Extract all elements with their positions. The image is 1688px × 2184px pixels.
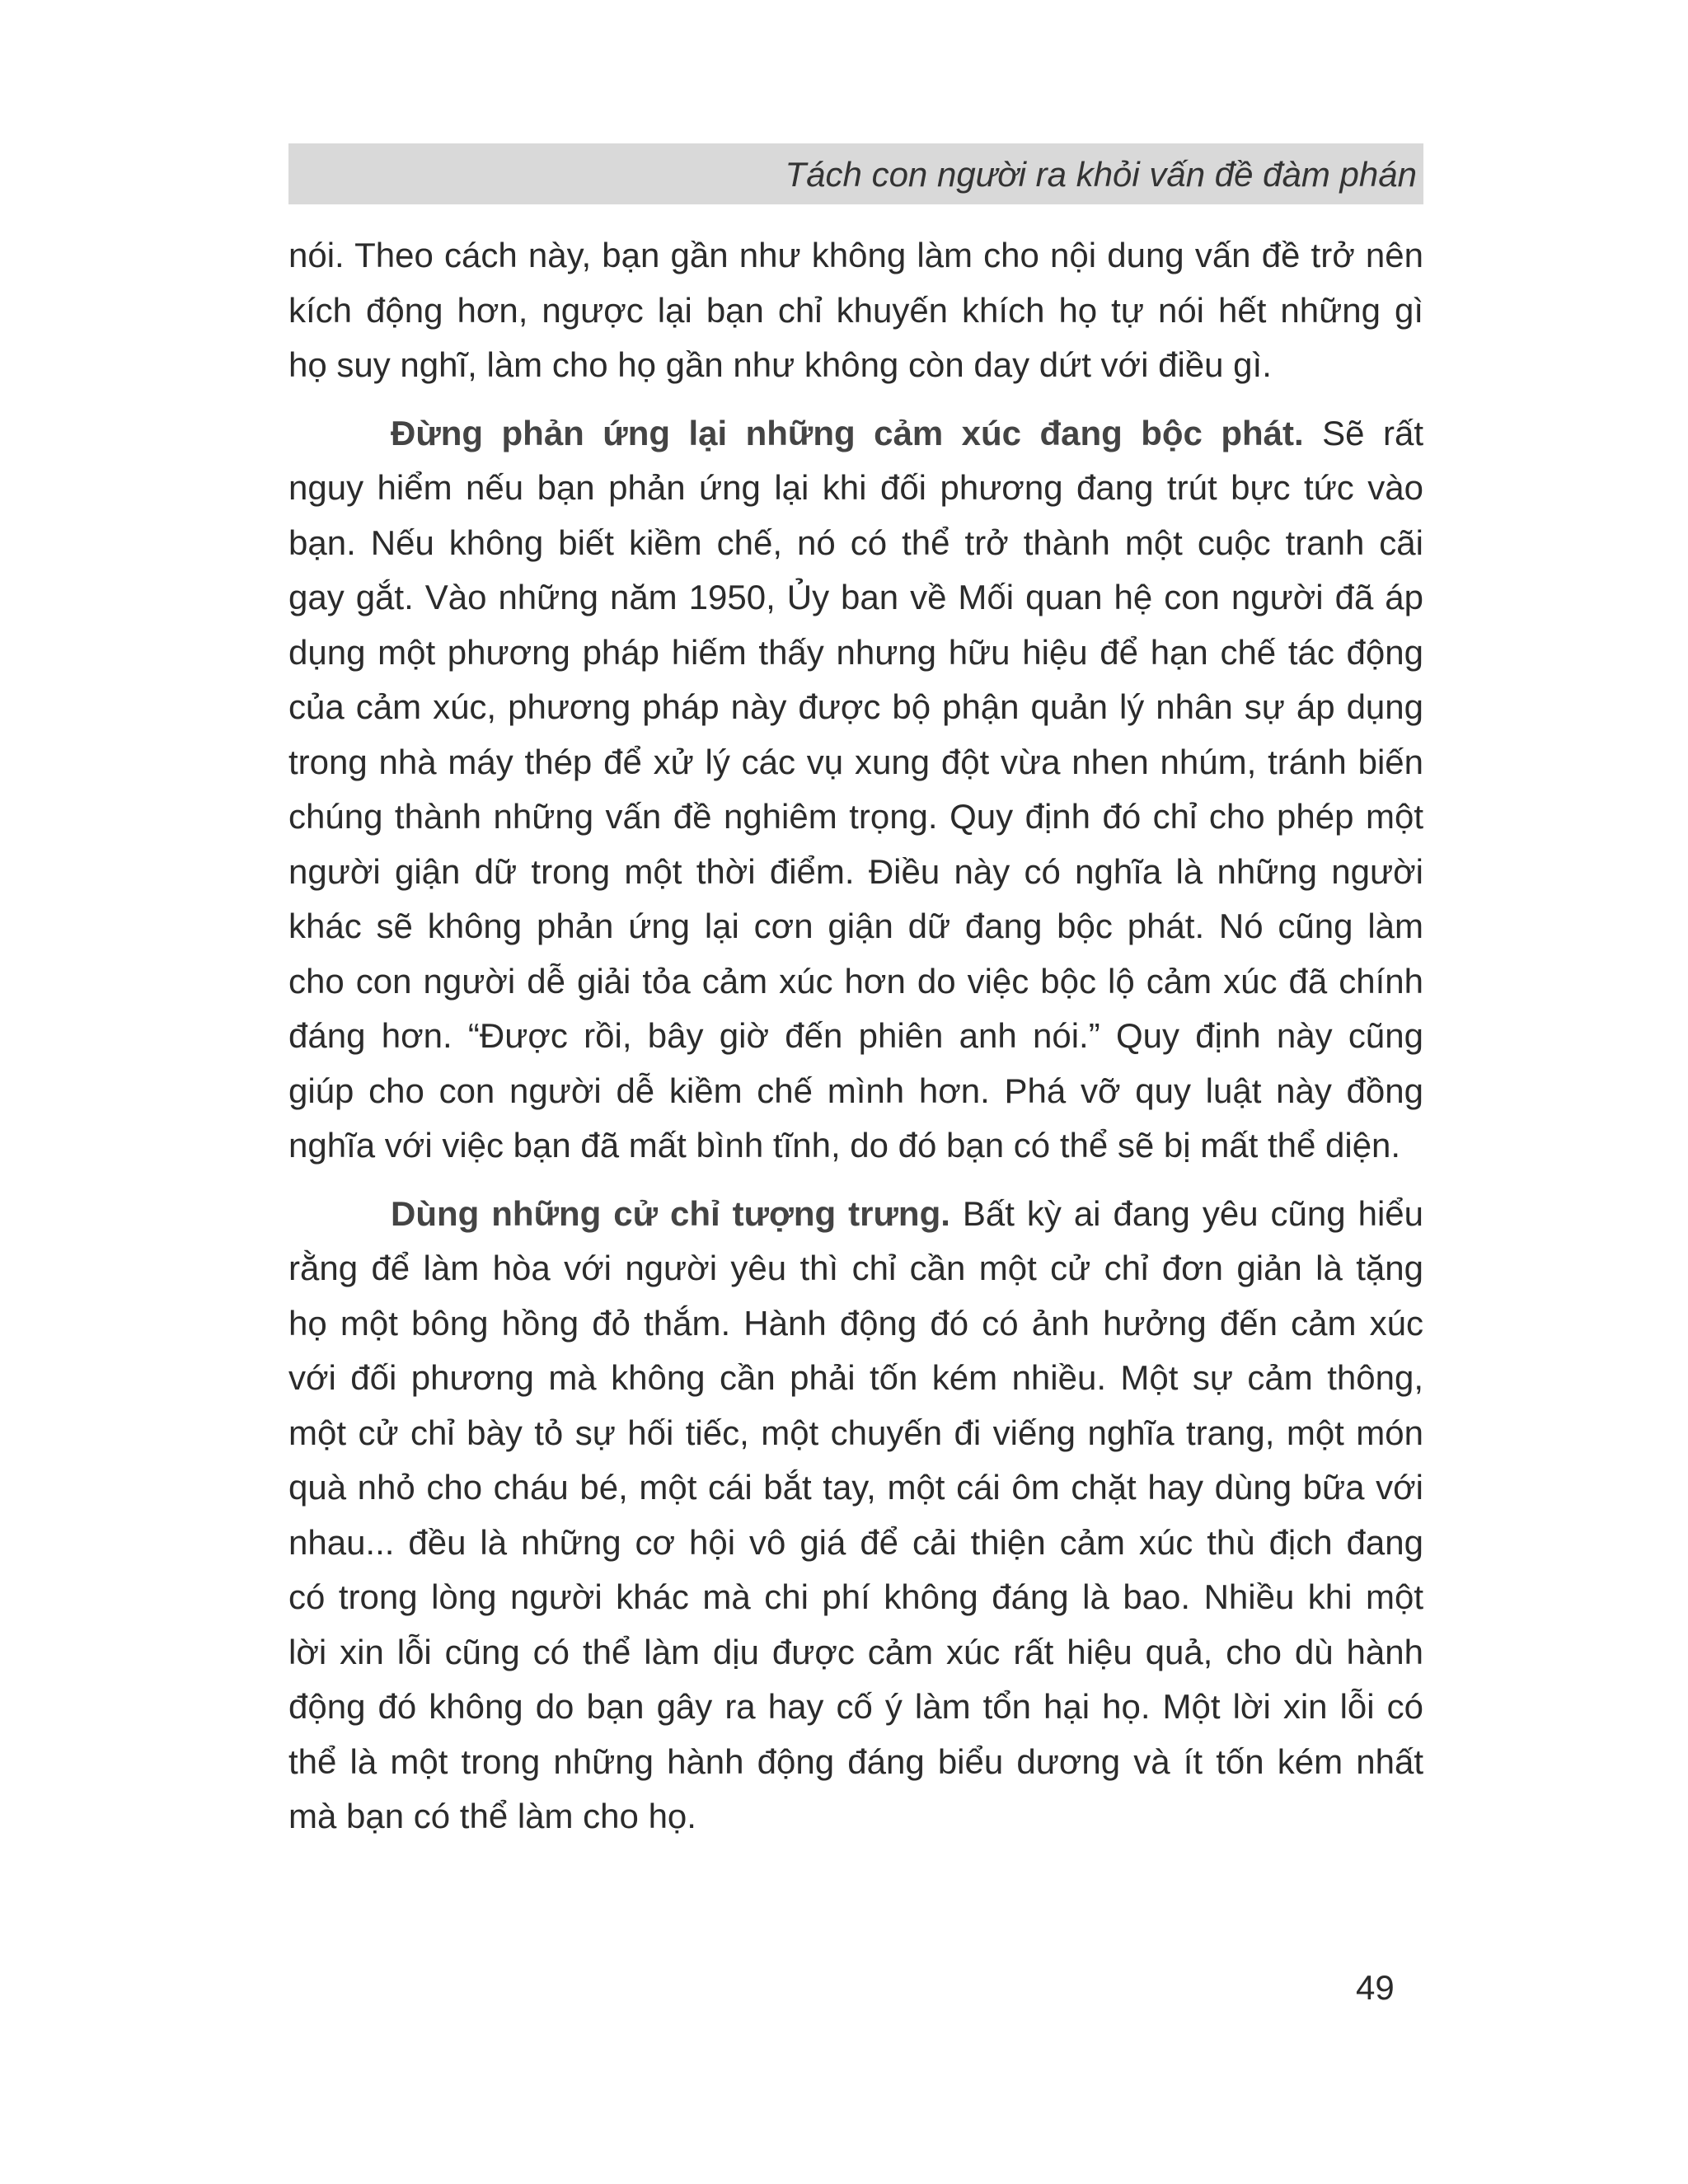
running-header-title: Tách con người ra khỏi vấn đề đàm phán [785, 155, 1417, 194]
text-line: kích động hơn, ngược lại bạn chỉ khuyến khích họ tự nói hết những gì [288, 290, 1423, 330]
paragraph-symbolic-gestures [288, 1187, 1423, 1844]
text-line: khác sẽ không phản ứng lại cơn giận dữ đang bộc phát. Nó cũng làm [288, 907, 1423, 945]
text-line: nguy hiểm nếu bạn phản ứng lại khi đối phương đang trút bực tức vào [288, 468, 1423, 507]
paragraph-lead-heading: Đừng phản ứng lại những cảm xúc đang bộc phát. [391, 413, 1304, 452]
paragraph-lead-rest: Sẽ rất [1303, 413, 1423, 452]
text-line-first [288, 406, 1423, 462]
paragraph-lead-heading: Dùng những cử chỉ tượng trưng. [391, 1193, 950, 1233]
text-line: đáng hơn. “Được rồi, bây giờ đến phiên anh nói.” Quy định này cũng [288, 1016, 1423, 1055]
running-header [288, 143, 1423, 204]
text-line: có trong lòng người khác mà chi phí không đáng là bao. Nhiều khi một [288, 1577, 1423, 1616]
text-line: thể là một trong những hành động đáng biểu dương và ít tốn kém nhất [288, 1741, 1423, 1781]
text-line: một cử chỉ bày tỏ sự hối tiếc, một chuyến đi viếng nghĩa trang, một món [288, 1413, 1423, 1452]
text-line: lời xin lỗi cũng có thể làm dịu được cảm xúc rất hiệu quả, cho dù hành [288, 1632, 1423, 1671]
text-line: nghĩa với việc bạn đã mất bình tĩnh, do đó bạn có thể sẽ bị mất thể diện. [288, 1126, 1401, 1165]
page-number: 49 [1356, 1968, 1395, 2007]
text-line: trong nhà máy thép để xử lý các vụ xung đột vừa nhen nhúm, tránh biến [288, 742, 1423, 781]
text-line: của cảm xúc, phương pháp này được bộ phận quản lý nhân sự áp dụng [288, 687, 1423, 726]
text-line: họ suy nghĩ, làm cho họ gần như không còn day dứt với điều gì. [288, 345, 1272, 384]
text-line: quà nhỏ cho cháu bé, một cái bắt tay, một cái ôm chặt hay dùng bữa với [288, 1468, 1423, 1507]
text-line: cho con người dễ giải tỏa cảm xúc hơn do việc bộc lộ cảm xúc đã chính [288, 961, 1423, 1001]
text-line: họ một bông hồng đỏ thắm. Hành động đó có ảnh hưởng đến cảm xúc [288, 1303, 1423, 1343]
text-line: với đối phương mà không cần phải tốn kém nhiều. Một sự cảm thông, [288, 1358, 1423, 1397]
paragraph-gap [288, 1174, 1423, 1187]
text-line: bạn. Nếu không biết kiềm chế, nó có thể trở thành một cuộc tranh cãi [288, 523, 1423, 562]
text-line: động đó không do bạn gây ra hay cố ý làm tổn hại họ. Một lời xin lỗi có [288, 1687, 1423, 1726]
text-line: nhau... đều là những cơ hội vô giá để cải thiện cảm xúc thù địch đang [288, 1522, 1423, 1562]
text-line: giúp cho con người dễ kiềm chế mình hơn. Phá vỡ quy luật này đồng [288, 1071, 1423, 1110]
text-line: mà bạn có thể làm cho họ. [288, 1797, 696, 1835]
paragraph-continuation [288, 228, 1423, 393]
text-line: gay gắt. Vào những năm 1950, Ủy ban về Mối quan hệ con người đã áp [288, 578, 1423, 616]
text-line: dụng một phương pháp hiếm thấy nhưng hữu hiệu để hạn chế tác động [288, 632, 1423, 672]
paragraph-emotional-outbursts [288, 406, 1423, 1174]
page-body [288, 228, 1423, 1844]
text-line: nói. Theo cách này, bạn gần như không làm cho nội dung vấn đề trở nên [288, 236, 1423, 274]
paragraph-lead-rest: Bất kỳ ai đang yêu cũng hiểu [950, 1193, 1423, 1233]
text-line: chúng thành những vấn đề nghiêm trọng. Quy định đó chỉ cho phép một [288, 797, 1423, 836]
text-line: người giận dữ trong một thời điểm. Điều này có nghĩa là những người [288, 851, 1423, 891]
text-line-first [288, 1187, 1423, 1242]
text-line: rằng để làm hòa với người yêu thì chỉ cần một cử chỉ đơn giản là tặng [288, 1249, 1423, 1287]
paragraph-gap [288, 393, 1423, 406]
